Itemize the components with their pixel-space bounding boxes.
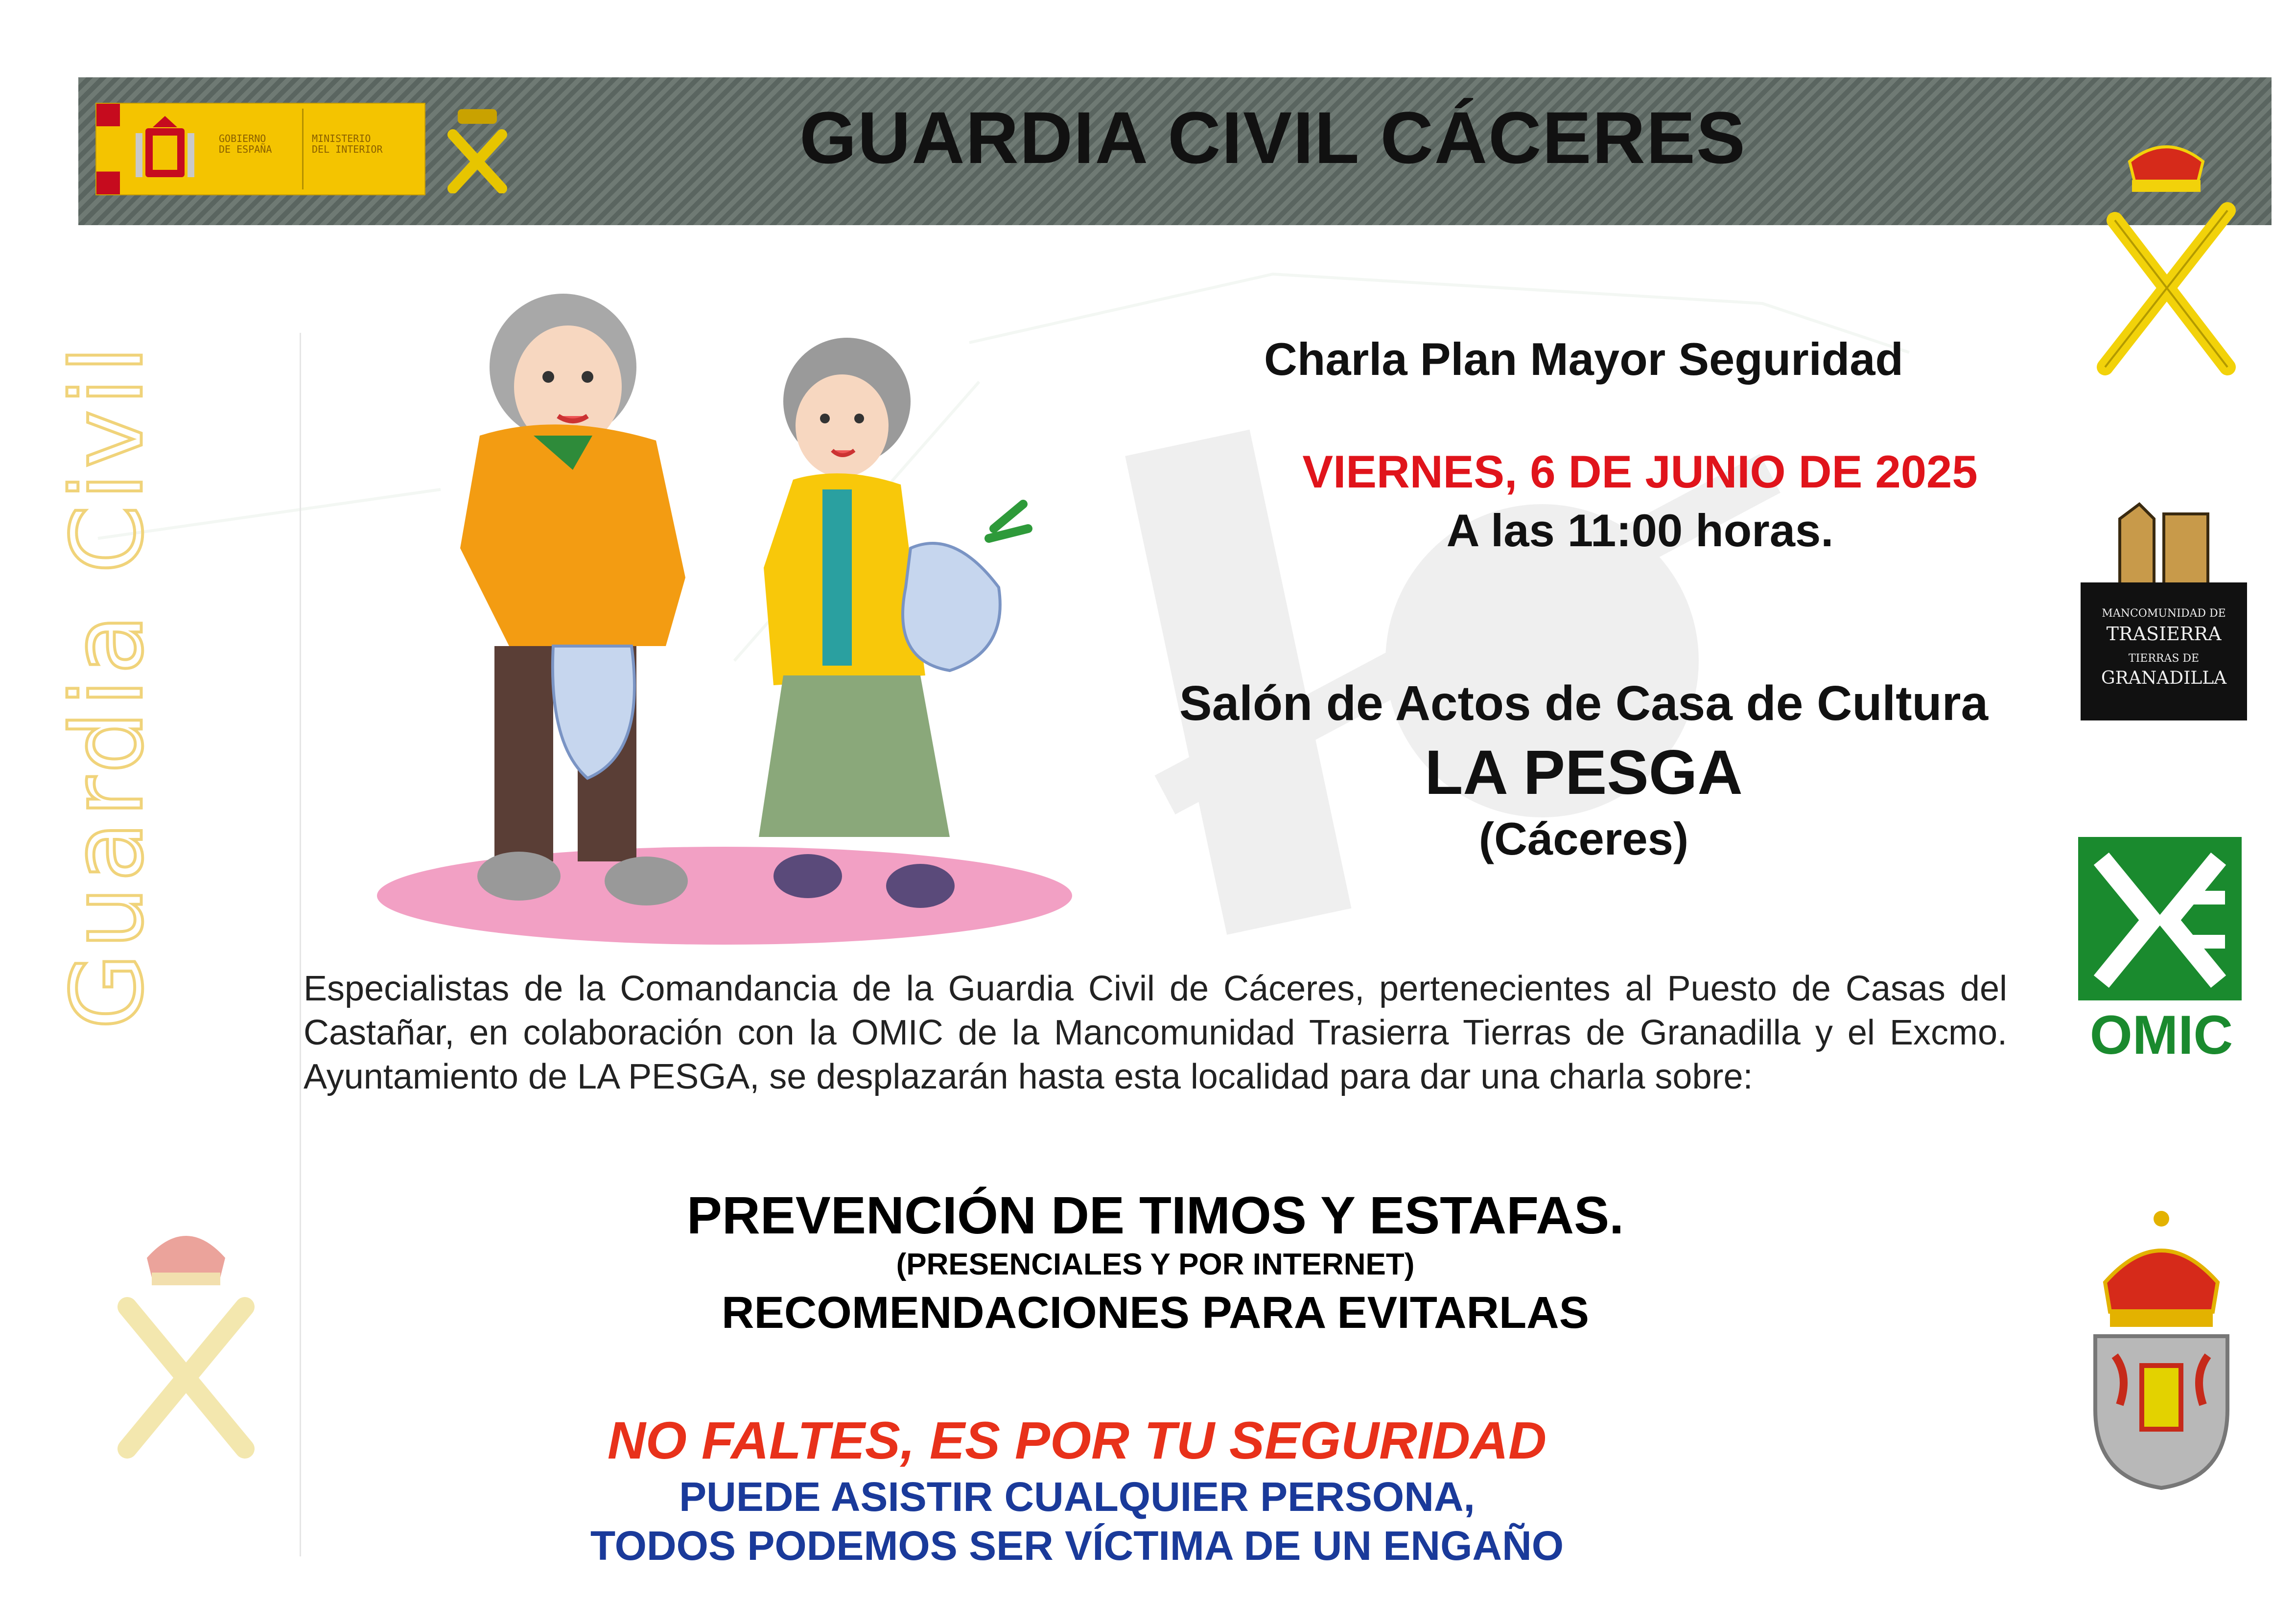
talk-title: Charla Plan Mayor Seguridad xyxy=(1264,333,1903,385)
topic-recommendations: RECOMENDACIONES PARA EVITARLAS xyxy=(722,1288,1589,1338)
elderly-couple-illustration xyxy=(372,274,1087,959)
mancomunidad-trasierra-logo xyxy=(2081,499,2247,719)
spain-coat-of-arms-icon xyxy=(136,114,194,185)
omic-emblem-box xyxy=(2078,837,2242,1000)
event-time: A las 11:00 horas. xyxy=(1446,505,1834,556)
omic-emblem-icon xyxy=(2078,837,2242,1000)
venue-name: Salón de Actos de Casa de Cultura xyxy=(1179,676,1989,731)
guardia-civil-faded-emblem-icon xyxy=(98,1194,274,1488)
trasierra-line1: MANCOMUNIDAD DE xyxy=(2102,607,2226,620)
call-to-action-title: NO FALTES, ES POR TU SEGURIDAD xyxy=(607,1411,1547,1470)
gobierno-espana-logo xyxy=(95,103,425,195)
trasierra-line2: TRASIERRA xyxy=(2106,623,2222,645)
gov-label-del-interior: DEL INTERIOR xyxy=(312,143,383,155)
gov-label-de-espana: DE ESPAÑA xyxy=(219,143,272,155)
topic-title: PREVENCIÓN DE TIMOS Y ESTAFAS. xyxy=(686,1185,1624,1245)
guardia-civil-vertical-watermark xyxy=(50,341,165,1030)
trasierra-line4: GRANADILLA xyxy=(2101,668,2227,688)
elderly-woman-figure xyxy=(759,338,1028,908)
topic-subtitle: (PRESENCIALES Y POR INTERNET) xyxy=(896,1248,1415,1281)
omic-logo xyxy=(2078,837,2245,1066)
trasierra-line3: TIERRAS DE xyxy=(2128,652,2200,665)
spain-flag-stripe xyxy=(96,104,120,194)
guardia-civil-emblem-icon xyxy=(2085,132,2247,382)
la-pesga-coat-of-arms-icon xyxy=(2076,1199,2247,1493)
intro-paragraph: Especialistas de la Comandancia de la Guardia Civil de Cáceres, pertenecientes al Puesto de Casas del Castañar, en colaboración con la OMIC de la Mancomunidad Trasierra Tierras de Granadilla y el Excmo. Ayuntamiento de LA PESGA, se desplazarán hasta esta localidad para dar una charla sobre: xyxy=(304,969,2007,1096)
call-to-action-line2: TODOS PODEMOS SER VÍCTIMA DE UN ENGAÑO xyxy=(590,1523,1564,1569)
venue-town: LA PESGA xyxy=(1425,738,1743,808)
vertical-watermark-text: Guardia Civil xyxy=(50,341,165,1030)
guardia-civil-small-emblem-icon xyxy=(441,105,514,193)
gov-label-gobierno: GOBIERNO xyxy=(219,133,266,144)
left-divider-line xyxy=(300,333,301,1556)
gov-label-ministerio: MINISTERIO xyxy=(312,133,371,144)
call-to-action-line1: PUEDE ASISTIR CUALQUIER PERSONA, xyxy=(679,1474,1475,1520)
omic-label: OMIC xyxy=(2089,1004,2233,1066)
elderly-man-figure xyxy=(460,294,688,905)
venue-province: (Cáceres) xyxy=(1478,813,1689,864)
event-date: VIERNES, 6 DE JUNIO DE 2025 xyxy=(1302,446,1978,497)
page-title: GUARDIA CIVIL CÁCERES xyxy=(799,96,1746,179)
